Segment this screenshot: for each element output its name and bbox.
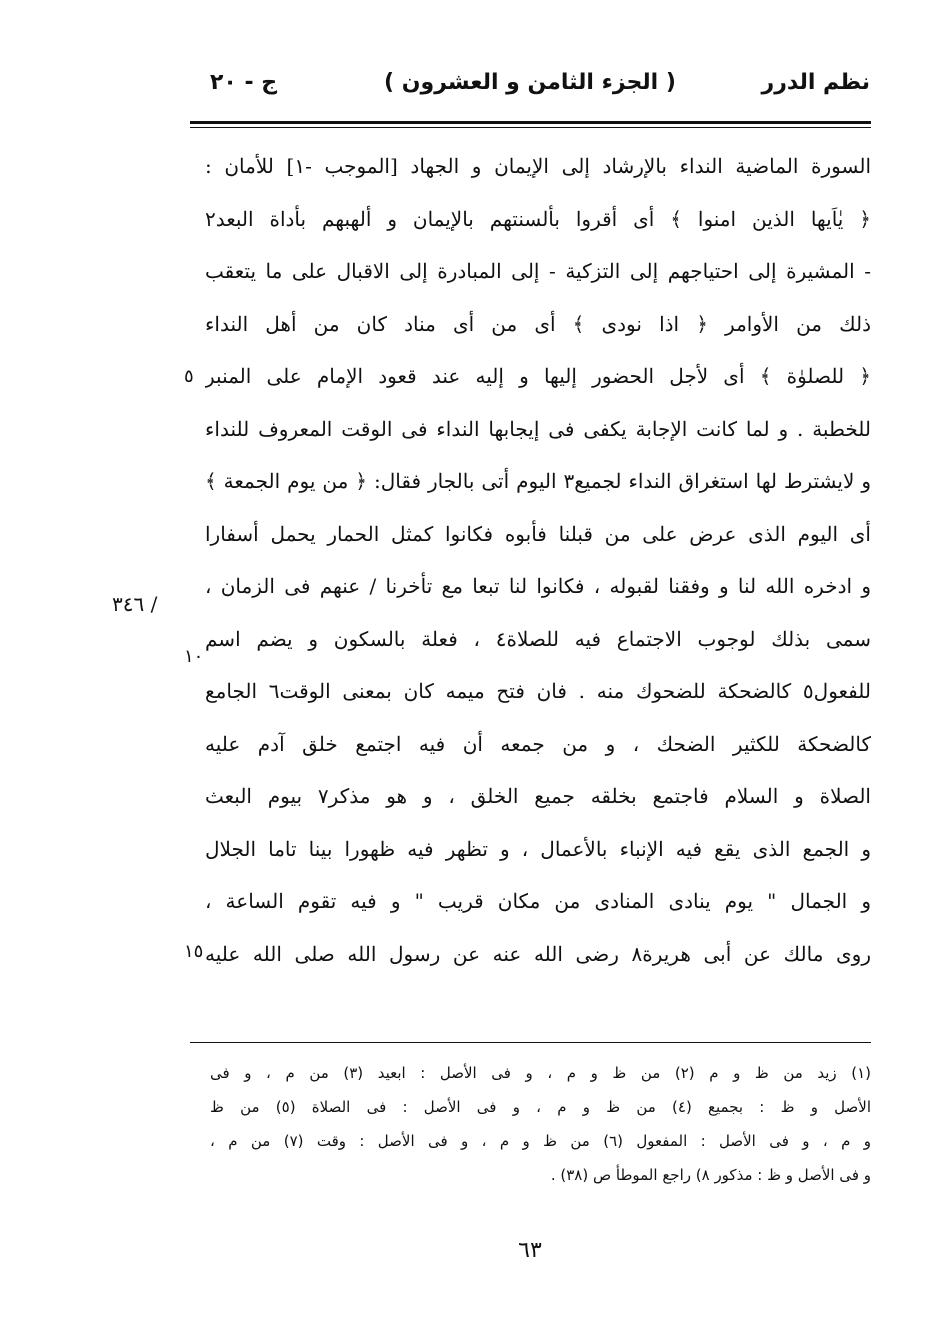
book-title: نظم الدرر xyxy=(761,70,870,95)
text-line: ﴿ للصلوٰة ﴾ أى لأجل الحضور إليها و إليه عند قعود الإمام على المنبر xyxy=(205,364,871,388)
text-line: و الجمع الذى يقع فيه الإنباء بالأعمال ، و تظهر فيه ظهورا بينا تاما الجلال xyxy=(205,836,871,861)
text-line: ذلك من الأوامر ﴿ اذا نودى ﴾ أى من أى مناد كان من أهل النداء xyxy=(205,311,871,336)
footnote-line: و م ، و فى الأصل : المفعول (٦) من ظ و م ، و فى الأصل : وقت (٧) من م ، xyxy=(210,1132,871,1150)
header-rule-thin xyxy=(190,127,871,128)
header-rule-thick xyxy=(190,121,871,124)
line-number-5: ٥ xyxy=(184,366,194,387)
footnote-rule xyxy=(190,1042,871,1043)
line-number-10: ١٠ xyxy=(184,646,204,667)
volume-number: ج - ٢٠ xyxy=(210,70,278,95)
text-line: روى مالك عن أبى هريرة٨ رضى الله عنه عن رسول الله صلى الله عليه xyxy=(205,941,871,966)
margin-folio-reference: / ٣٤٦ xyxy=(112,592,158,616)
footnote-line: الأصل و ظ : بجميع (٤) من ظ و م ، و فى الأصل : فى الصلاة (٥) من ظ xyxy=(210,1098,871,1116)
text-line: و ادخره الله لنا و وفقنا لقبوله ، فكانوا لنا تبعا مع تأخرنا / عنهم فى الزمان ، xyxy=(205,574,871,598)
text-line: و الجمال " يوم ينادى المنادى من مكان قريب " و فيه تقوم الساعة ، xyxy=(205,889,871,913)
page-number: ٦٣ xyxy=(518,1238,542,1263)
part-title: ( الجزء الثامن و العشرون ) xyxy=(384,70,676,95)
text-line: أى اليوم الذى عرض على من قبلنا فأبوه فكانوا كمثل الحمار يحمل أسفارا xyxy=(205,521,871,546)
text-line: كالضحكة للكثير الضحك ، و من جمعه أن فيه اجتمع خلق آدم عليه xyxy=(205,731,871,756)
text-line: سمى بذلك لوجوب الاجتماع فيه للصلاة٤ ، فعلة بالسكون و يضم اسم xyxy=(205,626,871,651)
text-line: - المشيرة إلى احتياجهم إلى التزكية - إلى المبادرة إلى الاقبال على ما يتعقب xyxy=(205,259,871,283)
main-text xyxy=(205,140,871,980)
text-line: و لايشترط لها استغراق النداء لجميع٣ اليوم أتى بالجار فقال: ﴿ من يوم الجمعة ﴾ xyxy=(205,469,871,493)
footnote-line: (١) زيد من ظ و م (٢) من ظ و م ، و فى الأصل : ابعيد (٣) من م ، و فى xyxy=(210,1064,871,1082)
text-line: ﴿ يٰاَيها الذين امنوا ﴾ أى أقروا بألسنتهم بالإيمان و ألهبهم بأداة البعد٢ xyxy=(205,206,871,231)
text-line: السورة الماضية النداء بالإرشاد إلى الإيمان و الجهاد [الموجب -١] للأمان : xyxy=(205,154,871,178)
text-line: للفعول٥ كالضحكة للضحوك منه . فان فتح ميمه كان بمعنى الوقت٦ الجامع xyxy=(205,679,871,703)
line-number-15: ١٥ xyxy=(184,941,204,962)
footnote-line: و فى الأصل و ظ : مذكور ٨) راجع الموطأ ص (٣٨) . xyxy=(550,1166,871,1184)
footnotes xyxy=(210,1056,871,1192)
text-line: للخطبة . و لما كانت الإجابة يكفى فى إيجابها النداء فى الوقت المعروف للنداء xyxy=(205,416,871,441)
page-header xyxy=(190,70,870,110)
text-line: الصلاة و السلام فاجتمع بخلقه جميع الخلق ، و هو مذكر٧ بيوم البعث xyxy=(205,784,871,808)
